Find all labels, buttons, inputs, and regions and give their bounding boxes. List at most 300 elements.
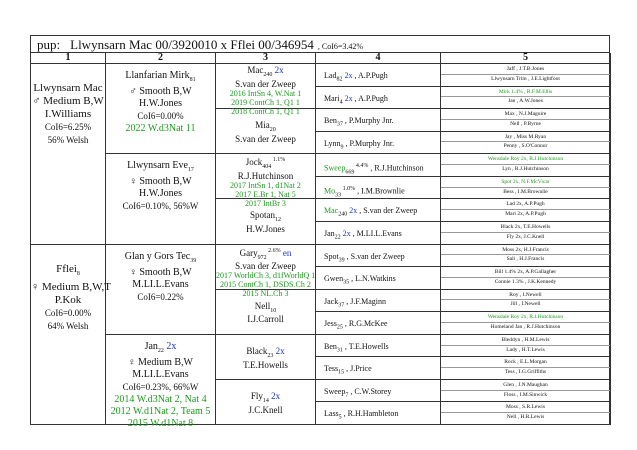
generation-number: 37 [336,121,343,128]
ancestor-line [441,255,610,264]
dog-name: Jess [324,319,337,329]
welsh-percent: 64% Welsh [47,320,89,331]
dog-line [324,94,440,108]
owner-line [216,135,315,144]
owner-line [106,369,215,381]
great-grandparent-cell [216,64,316,116]
dog-line [324,116,440,130]
dog-line [324,364,440,378]
ancestor-entry: Fly 2x, J.C.Knell [506,233,545,240]
generation-number: 81 [189,77,196,83]
pup-coi: , CoI6=3.42% [317,42,364,51]
generation-number: 23 [267,352,274,359]
generation-number: 33 [335,192,342,199]
ggg-grandparent-cell [441,335,611,358]
dog-owner: P.Kok [54,293,82,306]
ggg-grandparent-cell [441,64,611,87]
dog-owner: S.van der Zweep [235,133,296,144]
grandparent-cell [106,245,216,335]
gg-grandparent-cell [316,109,441,132]
ancestor-line [441,188,610,197]
gg-grandparent-cell [316,199,441,222]
ancestor-entry: Wensdale Roy 2x, R.J.Hutchinson [487,156,564,163]
sex-line [31,280,111,294]
ancestor-entry: Roy , I.Newell [509,291,542,298]
great-grandparent-cell [216,335,316,380]
ancestor-entry: Glen , J.N.Maughan [503,381,548,388]
generation-number: 4 [339,99,343,106]
ggg-grandparent-cell [441,290,611,313]
dog-name: Nell [254,300,271,311]
ggg-grandparent-cell [441,245,611,268]
generation-number: 972 [257,254,267,261]
ggg-grandparent-cell [441,222,611,245]
dog-sex: ♂ Smooth B,W [129,86,192,97]
dog-name: Ben [324,116,337,126]
generation-number: 7 [345,392,349,399]
award-text: 2014 W.d3Nat 2, Nat 4 [114,393,207,405]
dog-name: Mac [247,65,264,75]
dog-name: Mari [324,93,340,103]
sex-line [106,357,215,369]
dog-name: Jan [144,340,158,352]
generation-number: 240 [338,211,348,218]
column-header-5: 5 [441,53,611,64]
dog-name: Jan [324,228,335,238]
ggg-grandparent-cell [441,154,611,177]
ggg-grandparent-cell [441,312,611,335]
ggg-grandparent-cell [441,267,611,290]
repeat-mark: en [280,247,292,258]
column-header-1: 1 [31,53,106,64]
pedigree-pair: Llwynsarn Mac 00/3920010 x Fflei 00/346954 [70,37,314,52]
dog-coi: CoI6=0.00% [44,307,92,318]
dog-name: Tess [324,364,339,374]
repeat-mark: 2x [268,390,281,401]
dog-owner: H.W.Jones [139,188,182,200]
ancestor-entry: Jay , Miss M.Ryan [504,133,547,140]
great-grandparent-cell [216,380,316,425]
dog-name: Spot [324,251,339,261]
ancestor-entry: Floss , I.M.Sinwick [503,391,548,398]
award-text: 2015 NL.Ch 3 [242,289,289,299]
award-line [106,406,215,418]
award-text: 2019 ContCh 1, Q1 1 [231,97,300,107]
dog-name: Gary [239,247,258,258]
dog-owner: , C.W.Storey [348,386,392,396]
award-text: 2017 IntBr 3 [245,199,286,209]
dog-sex: ♀ Smooth B,W [129,176,192,188]
dog-name: Sweep [324,163,346,173]
owner-line [216,406,315,415]
dog-coi: CoI6=0.23%, 66%W [122,381,199,392]
coi-line [106,381,215,394]
generation-number: 10 [270,307,277,314]
ancestor-entry: Mirk 1.4% , R.F.M.Ellis [498,88,553,95]
dog-owner: , P.Murphy Jnr. [343,138,395,148]
dog-line [324,161,440,177]
sex-line [31,95,105,108]
dog-name: Lynn [324,138,341,148]
dog-owner: , S.van der Zweep [344,251,405,261]
repeat-mark: 2x [273,345,285,356]
welsh-line [31,134,105,147]
generation-number: 240 [263,71,273,78]
award-text: 2017 WorldCh 3, d1fWorldQ 1 [216,271,316,281]
dog-name: Lad [324,71,337,80]
award-text: 2016 IntSn 4, W.Nat 1 [229,88,302,98]
coi-line [106,291,215,304]
grandparent-cell [106,335,216,429]
generation-number: 12 [275,217,281,224]
ancestor-line [441,346,610,355]
repeat-mark: 2x [340,228,351,238]
ggg-grandparent-cell [441,199,611,222]
great-grandparent-cell [216,290,316,335]
generation-number: 39 [190,257,197,264]
award-line [216,181,315,190]
ancestor-line [441,88,610,98]
ancestor-line [441,155,610,165]
generation-number: 31 [336,347,343,354]
generation-number: 22 [334,234,341,241]
ancestor-entry: Max , N.J.Maguire [504,111,547,118]
great-grandparent-cell [216,245,316,299]
ancestor-line [441,413,610,422]
generation-number: 22 [157,347,164,354]
ancestor-entry: Lady , H.T.Lewis [506,346,545,353]
ancestor-entry: Lyn , R.J.Hutchinson [502,166,549,173]
dog-line [324,409,440,423]
generation-number: 8 [76,270,80,277]
dog-owner: , T.E.Howells [342,341,389,351]
dog-line [324,387,440,401]
grandparent-cell [106,64,216,154]
owner-line [216,361,315,370]
award-line [106,123,215,135]
ancestor-line [441,65,610,75]
ancestor-line [441,120,610,129]
coi-line [106,200,215,213]
owner-line [31,294,105,307]
owner-line [106,279,215,291]
dog-coi: CoI6=0.00% [137,111,184,121]
ancestor-line [441,165,610,174]
ancestor-line [441,268,610,278]
dog-name-line [216,66,315,80]
ancestor-line [441,200,610,210]
inbreeding-percent: 2.6% [266,247,281,254]
ancestor-line [441,358,610,368]
gg-grandparent-cell [316,312,441,335]
award-text: 2017 E.Br 1, Nat 5 [235,190,296,200]
dog-owner: T.E.Howells [243,359,288,370]
dog-owner: , R.G.McKee [342,319,388,329]
generation-number: 17 [187,167,194,174]
ancestor-line [441,246,610,256]
dog-name: Ben [324,341,337,351]
dog-owner: S.van der Zweep [235,261,296,272]
award-text: 2012 W.d1Nat 2, Team 5 [110,405,211,417]
gg-grandparent-cell [316,222,441,245]
award-text: 2015 W.d1Nat 8 [127,417,194,429]
ggg-grandparent-cell [441,109,611,132]
dog-owner: H.W.Jones [139,98,182,109]
ggg-grandparent-cell [441,357,611,380]
dog-name: Jock [245,157,263,168]
ancestor-line [441,178,610,188]
dog-name-line [216,247,315,263]
ancestor-line [441,75,610,84]
coi-line [31,307,105,320]
owner-line [216,225,315,234]
ancestor-line [441,142,610,151]
award-line [216,271,315,280]
generation-number: 404 [262,164,272,171]
sex-line [106,267,215,279]
dog-name-line [31,263,105,281]
dog-name: Lass [324,409,339,419]
dog-sex: ♀ Smooth B,W [129,266,192,278]
sex-line [106,176,215,188]
gg-grandparent-cell [316,380,441,403]
dog-owner: I.Williams [44,108,92,120]
column-header-3: 3 [216,53,316,64]
gg-grandparent-cell [316,245,441,268]
dog-owner: J.C.Knell [248,404,283,415]
dog-line [324,206,440,220]
ancestor-line [441,381,610,391]
generation-number: 20 [269,126,276,133]
dog-name: Mac [324,206,339,216]
dog-name-line [216,302,315,316]
ancestor-entry: Mari 2x, A.P.Pugh [505,211,546,218]
dog-name-line [216,392,315,406]
great-grandparent-cell [216,154,316,209]
award-line [216,98,315,107]
dog-name-line [106,70,215,86]
generation-number: 39 [338,257,345,264]
dog-name: Llwynsarn Eve [127,160,188,172]
gg-grandparent-cell [316,267,441,290]
ancestor-entry: Bess , I.M.Brownlie [503,188,548,195]
ancestor-entry: Bill 1.4% 2x, A.P.Gallagher [494,269,557,276]
ancestor-line [441,223,610,233]
generation-number: 25 [336,324,343,331]
inbreeding-percent: 1.1% [271,157,286,164]
welsh-line [31,320,105,333]
gg-grandparent-cell [316,87,441,110]
generation-number: 5 [338,415,342,422]
pedigree-title [31,36,609,53]
owner-line [31,108,105,121]
ancestor-line [441,313,610,323]
award-line [106,418,215,430]
welsh-percent: 56% Welsh [47,135,89,145]
dog-line [324,184,440,200]
dog-name: Mo [324,186,336,196]
dog-owner: , A.P.Pugh [352,71,388,80]
owner-line [106,98,215,110]
dog-owner: S.van der Zweep [235,78,296,89]
owner-line [216,172,315,181]
dog-name-line [216,121,315,135]
dog-owner: , S.van der Zweep [357,206,418,216]
ancestor-line [441,403,610,413]
ancestor-entry: Sali , H.J.Francis [506,256,545,263]
ancestor-entry: Bleddyn , H.M.Lewis [501,336,550,343]
ancestor-entry: Penny , S.O'Connor [503,143,548,150]
pedigree-sheet [30,35,610,429]
ancestor-entry: Jan , A.W.Jones [508,98,543,105]
great-grandparent-cell [216,106,316,154]
gg-grandparent-cell [316,402,441,425]
parent-cell [31,245,111,426]
ancestor-line [441,300,610,309]
dog-line [324,229,440,243]
repeat-mark: 2x [342,93,353,103]
dog-line [324,274,440,288]
dog-coi: CoI6=6.25% [44,122,92,132]
pup-label: pup: [37,37,61,52]
gg-grandparent-cell [316,154,441,177]
ancestor-line [441,133,610,143]
repeat-mark: 2x [342,71,353,80]
repeat-mark: 2x [347,206,358,216]
gg-grandparent-cell [316,64,441,87]
ancestor-line [441,368,610,377]
award-line [106,394,215,406]
owner-line [216,80,315,89]
dog-owner: , M.LI.L.Evans [350,228,402,238]
dog-owner: , J.F.Maginn [344,296,387,306]
inbreeding-percent: 4.4% [354,163,369,170]
ancestor-entry: Llwynsarn Trim , J.E.Lightfoot [491,75,560,82]
dog-owner: R.J.Hutchinson [237,171,294,182]
owner-line [216,315,315,324]
dog-name: Fflei [56,262,77,275]
parent-cell [31,64,106,245]
generation-number: 82 [336,76,343,83]
ancestor-line [441,336,610,346]
ancestor-entry: Connie 1.3% , J.K.Kennedy [494,278,557,285]
ancestor-line [441,291,610,301]
dog-line [324,319,440,333]
ancestor-entry: Moss 2x, H.J.Francis [502,246,549,253]
dog-line [324,342,440,356]
dog-owner: I.J.Carroll [247,314,284,325]
gg-grandparent-cell [316,290,441,313]
dog-owner: H.W.Jones [246,224,285,235]
dog-name: Mia [255,120,270,131]
award-line [216,190,315,199]
owner-line [216,262,315,271]
ancestor-entry: Lad 2x, A.P.Pugh [506,201,545,208]
sex-line [106,86,215,98]
dog-owner: , R.H.Hambleton [341,409,399,419]
ancestor-line [441,391,610,400]
award-line [216,280,315,289]
ancestor-line [441,233,610,242]
ancestor-entry: Moss , S.R.Lewis [506,404,545,411]
dog-name: Glan y Gors Tec [124,250,191,262]
dog-owner: , A.P.Pugh [352,93,388,103]
award-text: 2022 W.d3Nat 11 [125,123,196,134]
generation-number: 37 [338,302,345,309]
dog-sex: ♀ Medium B,W [128,356,193,368]
column-header-4: 4 [316,53,441,64]
owner-line [106,188,215,200]
gg-grandparent-cell [316,335,441,358]
dog-name-line [216,211,315,225]
ancestor-line [441,97,610,106]
ancestor-entry: Jill , I.Newell [510,301,541,308]
dog-coi: CoI6=0.10%, 56%W [122,201,199,212]
award-text: 2018 ContCh 1, Q1 1 [231,106,300,116]
dog-owner: , R.J.Hutchinson [368,163,424,173]
ancestor-line [441,210,610,219]
dog-name: Black [246,345,268,356]
ancestor-entry: Tess , I.G.Griffiths [504,369,547,376]
ancestor-entry: Nell , P.Byrne [510,120,541,127]
ggg-grandparent-cell [441,380,611,403]
dog-owner: , P.Murphy Jnr. [342,116,394,126]
dog-name-line [106,341,215,357]
generation-number: 15 [338,369,345,376]
dog-name: Llanfarian Mirk [125,70,190,81]
dog-name-line [216,156,315,172]
dog-line [324,297,440,311]
dog-owner: M.LI.L.Evans [132,368,189,380]
ggg-grandparent-cell [441,87,611,110]
ancestor-line [441,278,610,287]
award-text: 2015 ContCh 1, DSDS.Ch 2 [220,280,311,290]
column-header-2: 2 [106,53,216,64]
dog-name: Spotan [249,210,275,221]
dog-line [324,252,440,266]
grandparent-cell [106,154,216,244]
ancestor-line [441,323,610,332]
gg-grandparent-cell [316,357,441,380]
repeat-mark: 2x [163,340,177,352]
dog-name: Sweep [324,386,346,396]
ggg-grandparent-cell [441,402,611,425]
dog-line [324,139,440,153]
coi-line [106,110,215,123]
ggg-grandparent-cell [441,132,611,155]
ancestor-entry: Rock , E.L.Morgan [504,359,547,366]
dog-owner: , L.N.Watkins [349,274,396,284]
generation-number: 14 [262,397,269,404]
dog-name: Llwynsarn Mac [33,82,103,94]
generation-number: 669 [345,169,355,176]
dog-name: Gwen [324,274,344,284]
dog-line [324,71,440,85]
ancestor-entry: Wensdale Roy 2x, R.J.Hutchinson [487,314,564,321]
dog-name-line [106,251,215,267]
generation-number: 35 [343,279,350,286]
ancestor-entry: Spot 2x, N.F.McVicar [501,178,550,185]
inbreeding-percent: 1.0% [341,185,356,192]
award-line [216,89,315,98]
coi-line [31,121,105,134]
dog-sex: ♂ Medium B,W [32,95,104,107]
repeat-mark: 2x [272,65,284,75]
generation-number: 9 [340,144,344,151]
great-grandparent-cell [216,199,316,244]
dog-owner: , I.M.Brownlie [355,186,405,196]
dog-name-line [31,82,105,95]
